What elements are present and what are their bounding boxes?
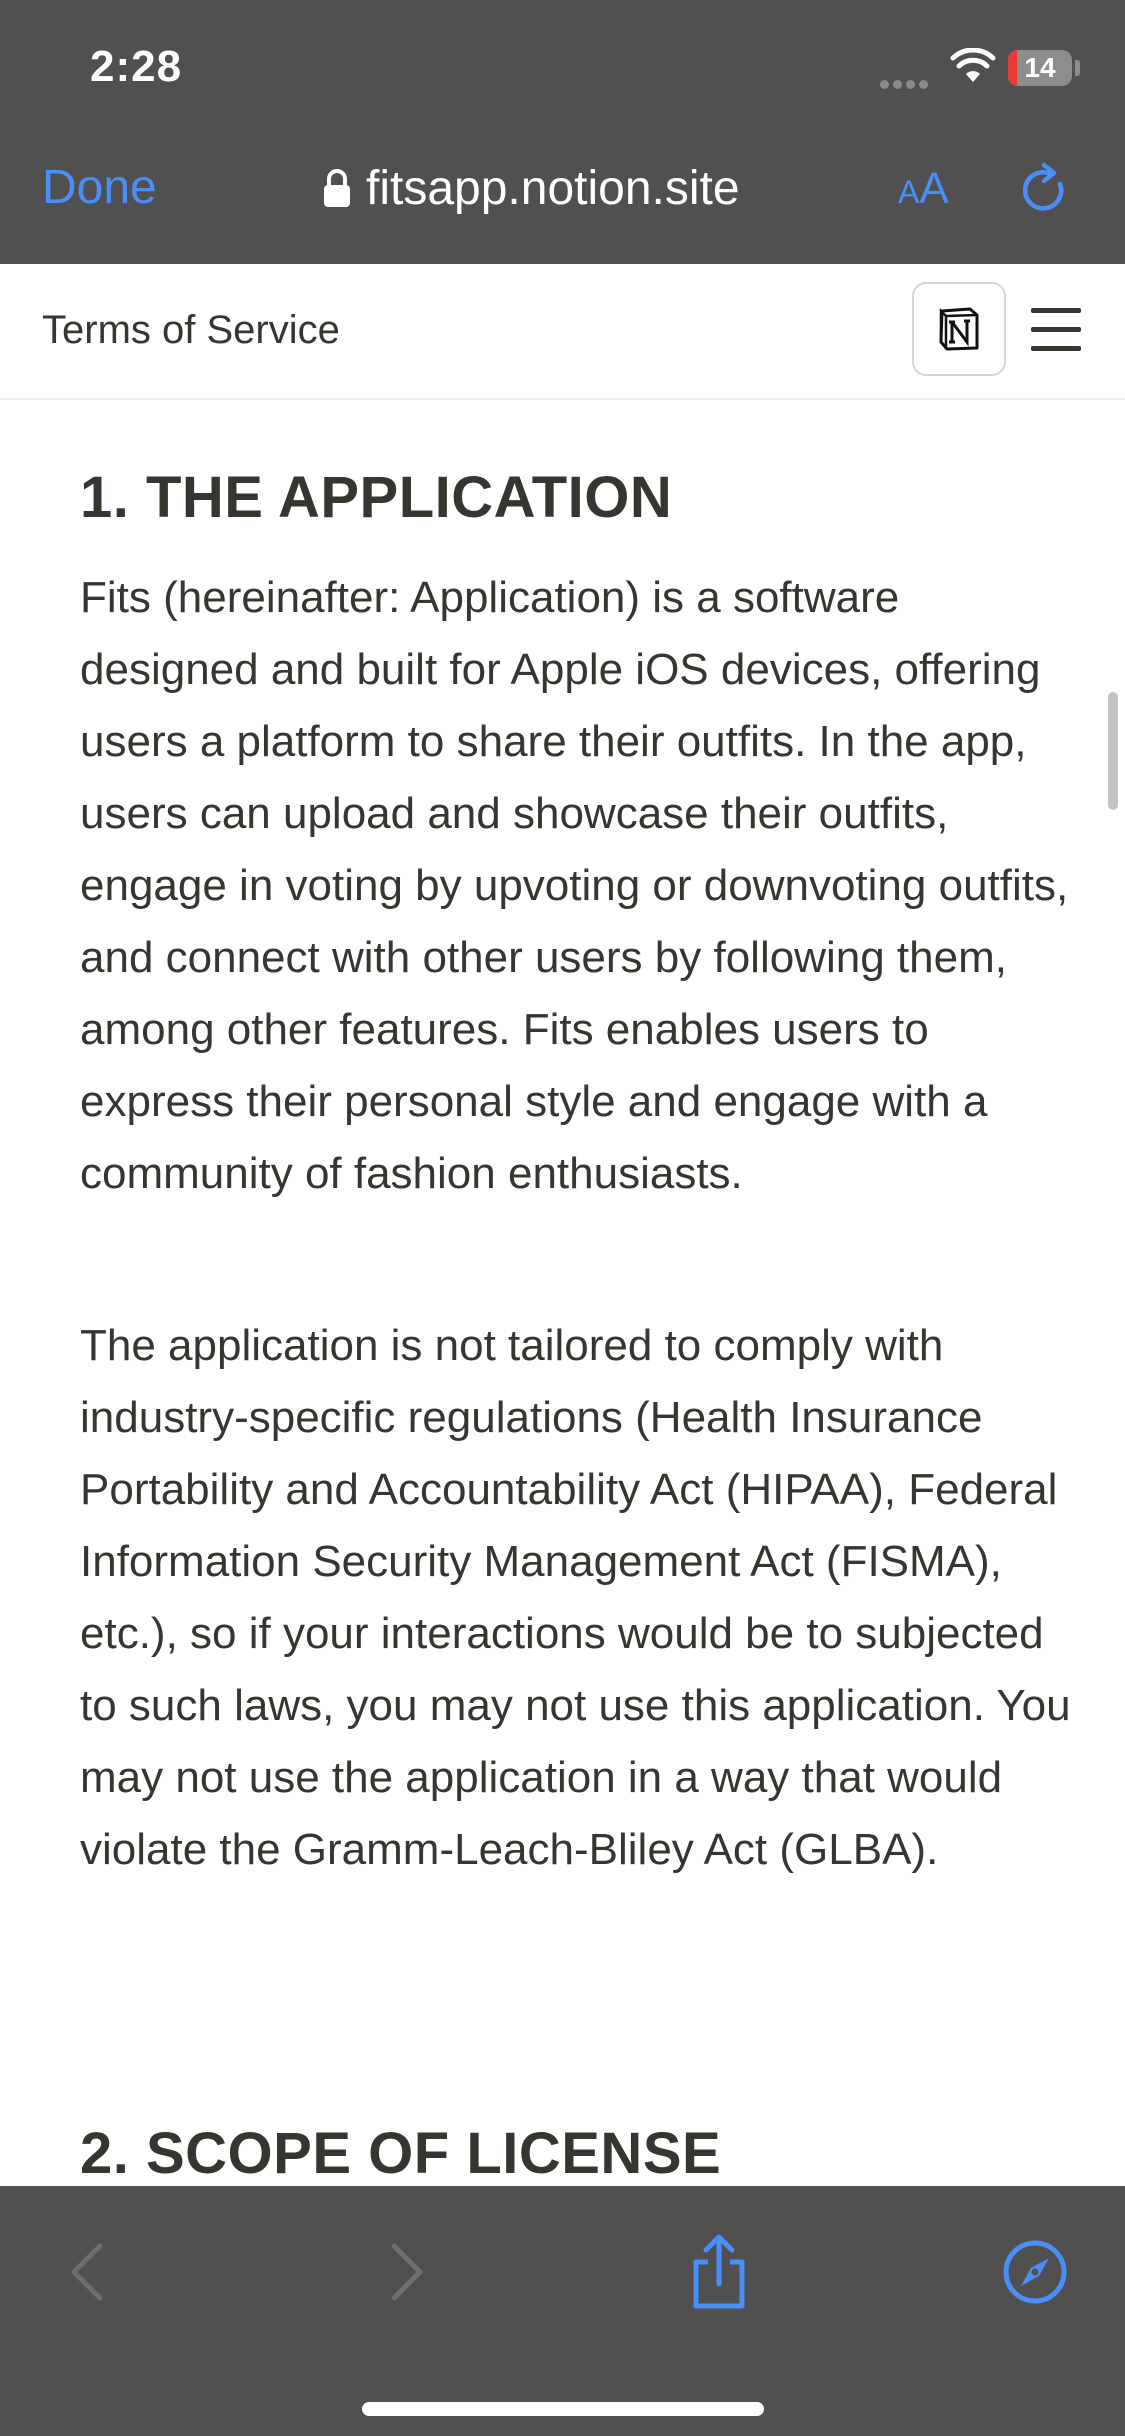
cellular-signal-icon xyxy=(880,76,932,86)
status-time: 2:28 xyxy=(90,42,183,91)
battery-level: 14 xyxy=(1024,52,1056,83)
battery-icon xyxy=(1008,50,1072,86)
chevron-right-icon[interactable] xyxy=(372,2232,442,2312)
chevron-left-icon[interactable] xyxy=(52,2232,122,2312)
battery-cap xyxy=(1075,60,1080,76)
reader-large-a: A xyxy=(919,164,949,213)
notion-logo-button[interactable] xyxy=(912,282,1006,376)
wifi-icon xyxy=(950,48,996,84)
section-heading-scope-of-license: 2. SCOPE OF LICENSE xyxy=(80,2121,722,2186)
url-text: fitsapp.notion.site xyxy=(366,161,740,215)
home-indicator[interactable] xyxy=(362,2402,764,2416)
reader-view-button[interactable] xyxy=(898,164,949,214)
scrollbar[interactable] xyxy=(1108,692,1118,810)
page-header xyxy=(0,264,1125,400)
reader-small-a: A xyxy=(898,174,920,210)
address-bar[interactable] xyxy=(322,158,740,218)
page-title[interactable]: Terms of Service xyxy=(42,308,340,352)
reload-icon[interactable] xyxy=(1016,162,1072,218)
compass-icon[interactable] xyxy=(1000,2232,1070,2312)
paragraph-application-description: Fits (hereinafter: Application) is a software designed and built for Apple iOS devices, offering users a platform to share their outfits. In the app, users can upload and showcase their outfits, engage in voting by upvoting or downvoting outfits, and connect with other users by following them, among other features. Fits enables users to express their personal style and engage with a community of fashion enthusiasts. xyxy=(80,573,1069,1198)
browser-nav-row xyxy=(0,140,1125,240)
done-button[interactable]: Done xyxy=(42,161,157,214)
notion-logo-icon xyxy=(936,306,982,352)
lock-icon xyxy=(322,167,352,209)
browser-top-bar xyxy=(0,0,1125,264)
paragraph-regulations: The application is not tailored to comply with industry-specific regulations (Health Insurance Portability and Accountability Act (HIPAA), Federal Information Security Management Act (FISMA), etc.), so if your interactions would be to subjected to such laws, you may not use this application. You may not use the application in a way that would violate the Gramm-Leach-Bliley Act (GLBA). xyxy=(80,1321,1071,1874)
browser-bottom-toolbar xyxy=(0,2186,1125,2436)
page-content xyxy=(0,400,1125,2186)
section-heading-application: 1. THE APPLICATION xyxy=(80,465,673,530)
hamburger-menu-icon[interactable] xyxy=(1031,308,1083,352)
status-bar xyxy=(0,0,1125,130)
share-icon[interactable] xyxy=(684,2232,754,2312)
